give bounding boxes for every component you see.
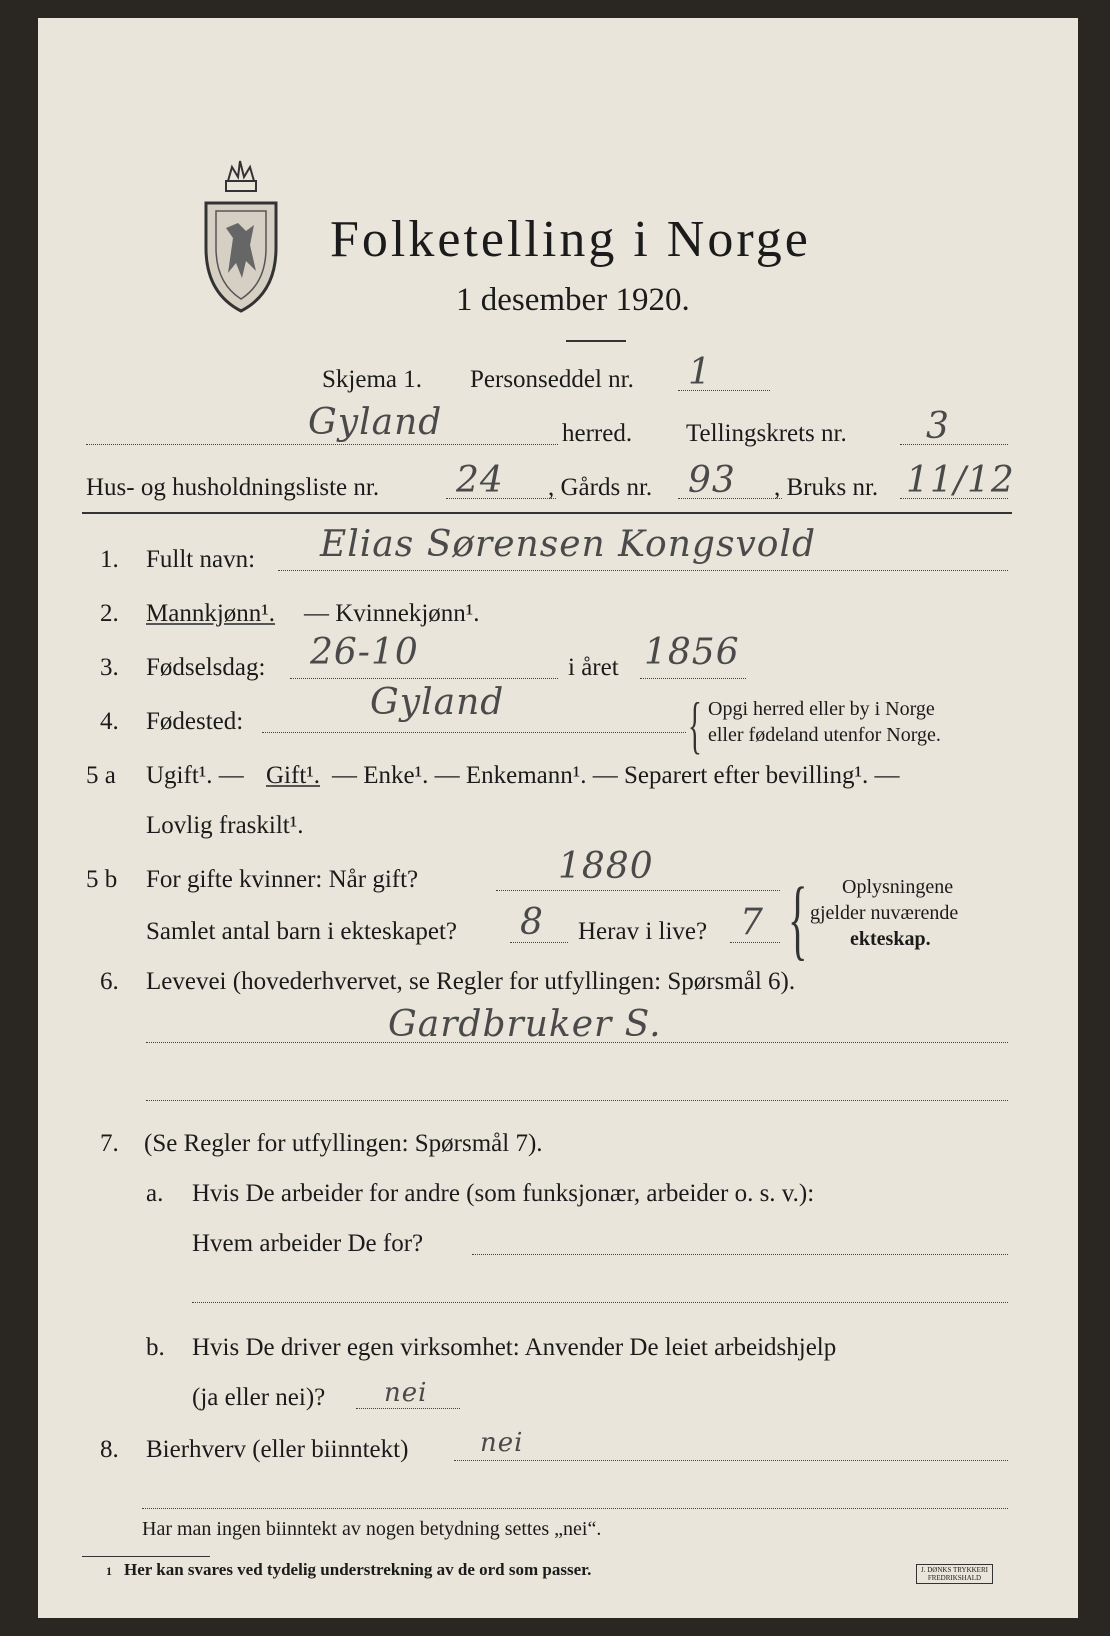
birthyear-value: 1856 <box>644 632 740 673</box>
employer-field-2[interactable] <box>192 1302 1008 1303</box>
husliste-value: 24 <box>456 460 504 501</box>
q7a-label: Hvis De arbeider for andre (som funksjonær, arbeider o. s. v.): <box>192 1180 815 1207</box>
personseddel-label: Personseddel nr. <box>470 366 634 393</box>
q7a-letter: a. <box>146 1180 164 1207</box>
q5b-alive-label: Herav i live? <box>578 918 708 945</box>
printer-stamp <box>916 1564 993 1584</box>
birthdate-value: 26-10 <box>310 632 419 673</box>
q5b-brace: { <box>788 870 808 969</box>
q7b-sub-label: (ja eller nei)? <box>192 1384 326 1411</box>
occupation-value: Gardbruker S. <box>388 1004 662 1045</box>
marital-options-rest[interactable]: — Enke¹. — Enkemann¹. — Separert efter bevilling¹. — <box>332 762 900 789</box>
herred-field[interactable] <box>86 444 558 445</box>
form-date: 1 desember 1920. <box>456 282 690 318</box>
herred-value: Gyland <box>308 402 443 443</box>
tellingskrets-label: Tellingskrets nr. <box>686 420 847 447</box>
q3-label: Fødselsdag: <box>146 654 266 681</box>
birthplace-field[interactable] <box>262 732 686 733</box>
printer-stamp-line2: FREDRIKSHALD <box>927 1574 982 1582</box>
q8-number: 8. <box>100 1436 119 1463</box>
sex-option-male[interactable]: Mannkjønn¹. <box>146 600 276 627</box>
q5b-note-line3: ekteskap. <box>850 928 931 950</box>
hired-help-value: nei <box>384 1378 428 1408</box>
q4-number: 4. <box>100 708 119 735</box>
side-income-value: nei <box>480 1428 524 1458</box>
footnote-text: Her kan svares ved tydelig understrekning av de ord som passer. <box>124 1560 592 1579</box>
side-income-field-1[interactable] <box>454 1460 1008 1461</box>
footnote-mark: 1 <box>106 1564 112 1578</box>
tellingskrets-field[interactable] <box>900 444 1008 445</box>
q4-note-line1: Opgi herred eller by i Norge <box>708 698 935 720</box>
q4-brace: { <box>688 689 702 760</box>
coat-of-arms-icon <box>198 153 283 313</box>
nei-note: Har man ingen biinntekt av nogen betydning settes „nei“. <box>142 1518 602 1540</box>
hired-help-field[interactable] <box>356 1408 460 1409</box>
side-income-field-2[interactable] <box>142 1508 1008 1509</box>
q2-number: 2. <box>100 600 119 627</box>
personseddel-value: 1 <box>688 352 712 393</box>
marital-option-gift[interactable]: Gift¹. <box>266 762 321 789</box>
q4-note-line2: eller fødeland utenfor Norge. <box>708 724 941 746</box>
form-title: Folketelling i Norge <box>330 211 811 268</box>
married-year-value: 1880 <box>558 846 654 887</box>
q5a-number: 5 a <box>86 762 116 789</box>
q3-year-label: i året <box>568 654 619 681</box>
children-value: 8 <box>520 902 544 943</box>
q6-number: 6. <box>100 968 119 995</box>
marital-option-fraskilt[interactable]: Lovlig fraskilt¹. <box>146 812 304 839</box>
tellingskrets-value: 3 <box>926 406 950 447</box>
skjema-label: Skjema 1. <box>322 366 422 393</box>
q7-label: (Se Regler for utfyllingen: Spørsmål 7). <box>144 1130 543 1157</box>
q7b-letter: b. <box>146 1334 165 1361</box>
gards-value: 93 <box>688 460 736 501</box>
q4-label: Fødested: <box>146 708 244 735</box>
employer-field-1[interactable] <box>472 1254 1008 1255</box>
q5b-note-line1: Oplysningene <box>842 876 954 898</box>
q6-label: Levevei (hovederhvervet, se Regler for utfyllingen: Spørsmål 6). <box>146 968 796 995</box>
q1-label: Fullt navn: <box>146 546 256 573</box>
q7a-sub-label: Hvem arbeider De for? <box>192 1230 424 1257</box>
q5b-number: 5 b <box>86 866 118 893</box>
marital-option-ugift[interactable]: Ugift¹. — <box>146 762 244 789</box>
q8-label: Bierhverv (eller biinntekt) <box>146 1436 409 1463</box>
title-divider <box>566 340 626 342</box>
full-name-value: Elias Sørensen Kongsvold <box>320 524 817 565</box>
occupation-field-2[interactable] <box>146 1100 1008 1101</box>
gards-label: , Gårds nr. <box>548 474 653 501</box>
q3-number: 3. <box>100 654 119 681</box>
herred-label: herred. <box>562 420 633 447</box>
husliste-label: Hus- og husholdningsliste nr. <box>86 474 380 501</box>
full-name-field[interactable] <box>278 570 1008 571</box>
q5b-label: For gifte kvinner: Når gift? <box>146 866 419 893</box>
census-form <box>38 18 1078 1618</box>
married-year-field[interactable] <box>496 890 780 891</box>
q1-number: 1. <box>100 546 119 573</box>
occupation-field-1[interactable] <box>146 1042 1008 1043</box>
q7-number: 7. <box>100 1130 119 1157</box>
footnote-divider <box>82 1556 210 1557</box>
birthplace-value: Gyland <box>370 682 505 723</box>
bruks-label: , Bruks nr. <box>774 474 879 501</box>
q7b-label: Hvis De driver egen virksomhet: Anvender De leiet arbeidshjelp <box>192 1334 837 1361</box>
alive-value: 7 <box>740 902 764 943</box>
printer-stamp-line1: J. DØNKS TRYKKERI <box>921 1566 988 1574</box>
sex-option-female[interactable]: — Kvinnekjønn¹. <box>304 600 480 627</box>
birthdate-field[interactable] <box>290 678 558 679</box>
bruks-value: 11/12 <box>906 460 1015 501</box>
birthyear-field[interactable] <box>640 678 746 679</box>
q5b-children-label: Samlet antal barn i ekteskapet? <box>146 918 457 945</box>
q5b-note-line2: gjelder nuværende <box>810 902 959 924</box>
header-divider <box>82 512 1012 514</box>
